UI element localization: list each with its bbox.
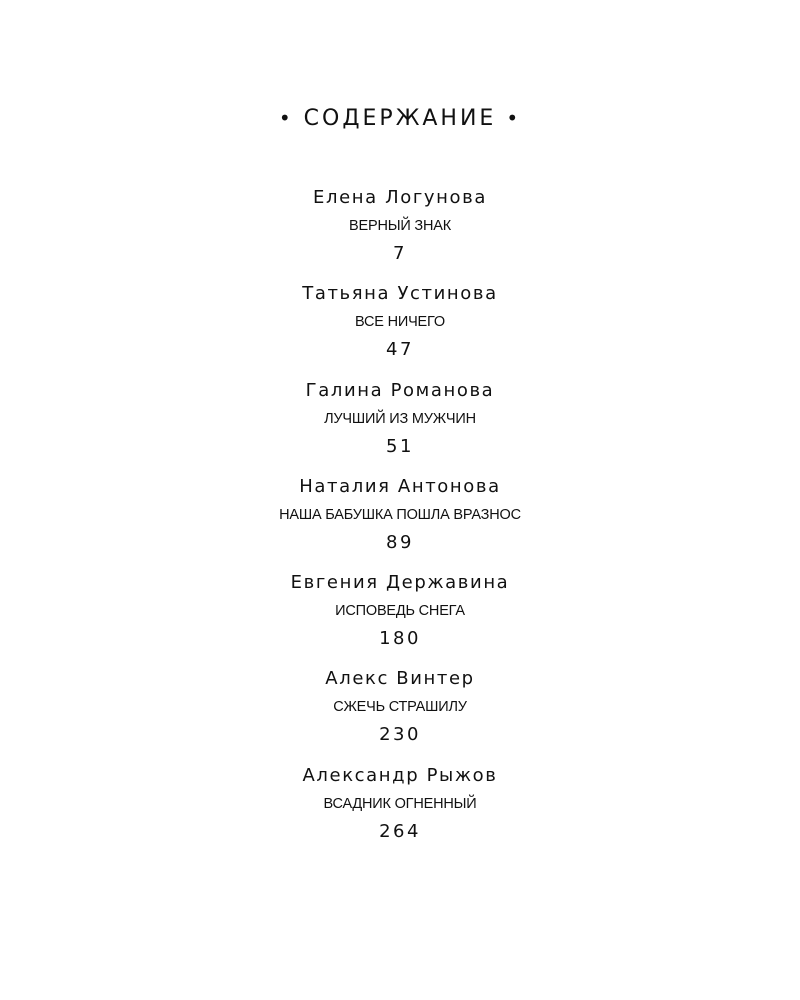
toc-entry [0, 666, 800, 762]
toc-story-title: НАША БАБУШКА ПОШЛА ВРАЗНОС [279, 506, 521, 523]
contents-heading [0, 103, 800, 134]
toc-entry [0, 281, 800, 377]
toc-author: Татьяна Устинова [302, 283, 498, 305]
toc-page-number: 180 [379, 628, 421, 650]
toc-story-title: ВСАДНИК ОГНЕННЫЙ [323, 795, 477, 812]
toc-list [0, 185, 800, 859]
toc-entry [0, 570, 800, 666]
bullet-left: • [278, 106, 294, 130]
toc-story-title: ВЕРНЫЙ ЗНАК [349, 218, 451, 234]
toc-page-number: 89 [386, 531, 414, 553]
toc-entry [0, 763, 800, 859]
toc-story-title: ВСЕ НИЧЕГО [355, 314, 445, 331]
toc-story-title: ЛУЧШИЙ ИЗ МУЖЧИН [324, 410, 476, 427]
toc-author: Галина Романова [305, 379, 495, 401]
toc-page-number: 230 [379, 724, 421, 746]
toc-entry [0, 474, 800, 570]
toc-author: Алекс Винтер [325, 668, 475, 690]
toc-entry [0, 185, 800, 281]
toc-page-number: 51 [386, 435, 414, 457]
toc-author: Елена Логунова [313, 187, 487, 208]
toc-entry [0, 378, 800, 474]
bullet-right: • [506, 106, 522, 130]
toc-page-number: 7 [393, 243, 407, 264]
toc-author: Наталия Антонова [299, 475, 501, 497]
toc-page-number: 264 [379, 820, 421, 842]
toc-story-title: СЖЕЧЬ СТРАШИЛУ [333, 699, 467, 716]
toc-story-title: ИСПОВЕДЬ СНЕГА [335, 603, 465, 620]
toc-page-number: 47 [386, 339, 414, 361]
toc-author: Александр Рыжов [302, 764, 498, 786]
contents-heading-text: СОДЕРЖАНИЕ [303, 106, 497, 131]
toc-author: Евгения Державина [290, 572, 510, 594]
